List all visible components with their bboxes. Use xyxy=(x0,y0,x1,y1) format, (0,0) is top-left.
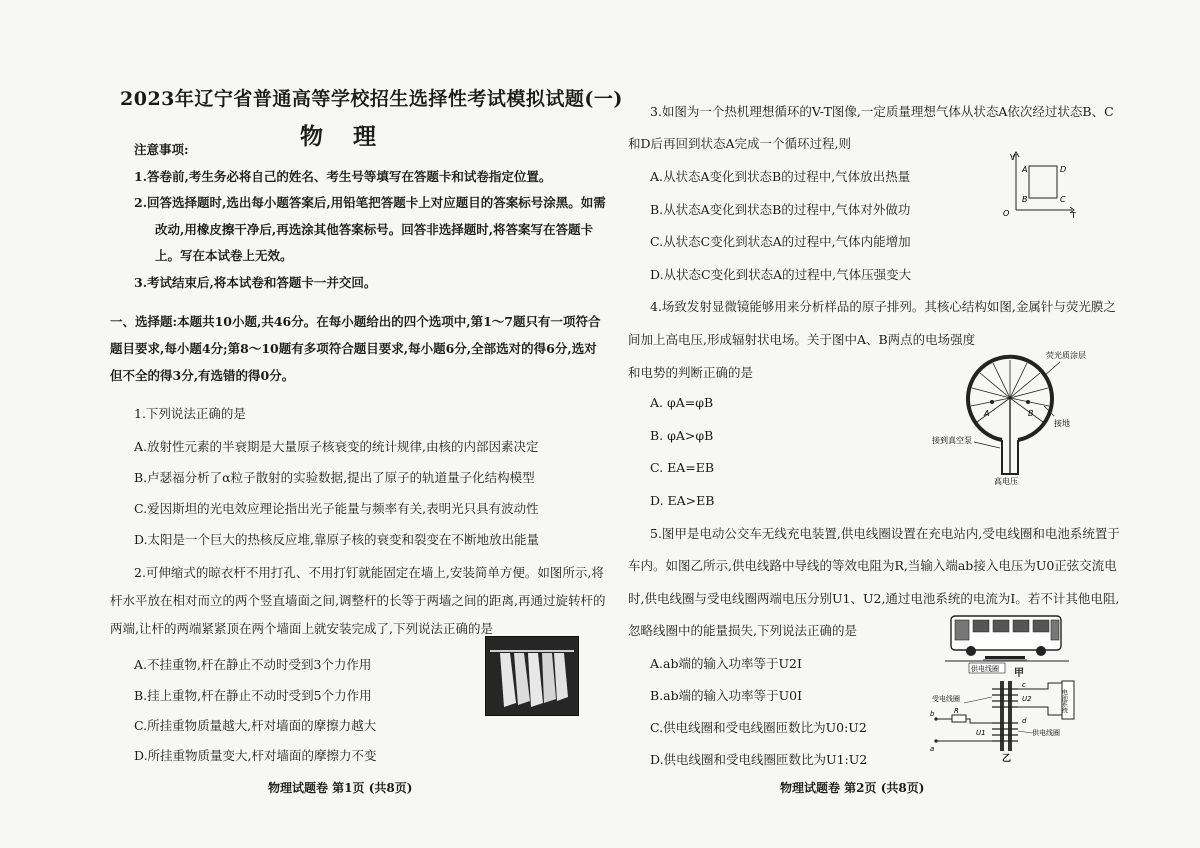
q3-option-b: B.从状态A变化到状态B的过程中,气体对外做功 xyxy=(650,202,911,217)
terminal-b-label: b xyxy=(930,710,935,718)
q4-option-c: C. EA=EB xyxy=(650,460,715,475)
q1-option-a: A.放射性元素的半衰期是大量原子核衰变的统计规律,由核的内部因素决定 xyxy=(134,439,539,454)
clothes-rack-photo xyxy=(485,636,579,716)
q5-stem-line: 忽略线圈中的能量损失,下列说法正确的是 xyxy=(628,623,857,638)
q4-option-b: B. φA>φB xyxy=(650,428,714,443)
q5-option-c: C.供电线圈和受电线圈匝数比为U0:U2 xyxy=(650,720,867,735)
screen-label: 荧光质涂层 xyxy=(1046,351,1086,360)
q4-stem-line: 4.场致发射显微镜能够用来分析样品的原子排列。其核心结构如图,金属针与荧光膜之 xyxy=(650,299,1116,314)
q5-stem-line: 车内。如图乙所示,供电线路中导线的等效电阻为R,当输入端ab接入电压为U0正弦交流电 xyxy=(628,558,1117,573)
supply-coil-label: 供电线圈 xyxy=(1032,729,1060,737)
origin-label: O xyxy=(1003,209,1010,218)
u2-label: U2 xyxy=(1022,695,1032,703)
q4-stem-line: 和电势的判断正确的是 xyxy=(628,365,754,380)
clothes-rack-image xyxy=(486,637,578,715)
page-footer: 物理试题卷 第2页 (共8页) xyxy=(780,781,925,795)
notice-line: 改动,用橡皮擦干净后,再选涂其他答案标号。回答非选择题时,将答案写在答题卡 xyxy=(155,222,594,237)
page-2 xyxy=(600,0,1200,848)
q4-option-a: A. φA=φB xyxy=(650,395,714,410)
notice-line: 1.答卷前,考生务必将自己的姓名、考生号等填写在答题卡和试卷指定位置。 xyxy=(134,169,552,184)
q2-stem-line: 杆水平放在相对而立的两个竖直墙面之间,调整杆的长等于两墙之间的距离,再通过旋转杆的 xyxy=(110,593,606,608)
q5-option-b: B.ab端的输入功率等于U0I xyxy=(650,688,803,703)
t-axis-label: T xyxy=(1071,211,1076,220)
notice-line: 上。写在本试卷上无效。 xyxy=(155,248,293,263)
point-b-label: B xyxy=(1028,409,1034,418)
q2-option-d: D.所挂重物质量变大,杆对墙面的摩擦力不变 xyxy=(134,748,377,763)
transformer-circuit-diagram xyxy=(930,675,1090,763)
q2-option-b: B.挂上重物,杆在静止不动时受到5个力作用 xyxy=(134,688,372,703)
subject-title: 物理 xyxy=(300,123,406,150)
figure-yi-label: 乙 xyxy=(1002,754,1012,763)
state-b-label: B xyxy=(1022,195,1028,204)
terminal-d-label: d xyxy=(1022,717,1027,725)
q3-option-c: C.从状态C变化到状态A的过程中,气体内能增加 xyxy=(650,234,911,249)
q1-option-c: C.爱因斯坦的光电效应理论指出光子能量与频率有关,表明光只具有波动性 xyxy=(134,501,539,516)
high-voltage-label: 高电压 xyxy=(994,477,1018,486)
q1-stem: 1.下列说法正确的是 xyxy=(134,406,246,421)
resistor-label: R xyxy=(954,707,959,715)
q3-stem-line: 和D后再回到状态A完成一个循环过程,则 xyxy=(628,136,852,151)
q5-stem-line: 5.图甲是电动公交车无线充电装置,供电线圈设置在充电站内,受电线圈和电池系统置于 xyxy=(650,526,1120,541)
q3-option-a: A.从状态A变化到状态B的过程中,气体放出热量 xyxy=(650,169,911,184)
q1-option-d: D.太阳是一个巨大的热核反应堆,靠原子核的衰变和裂变在不断地放出能量 xyxy=(134,532,540,547)
vacuum-pump-label: 接到真空泵 xyxy=(932,436,972,445)
section-line: 但不全的得3分,有选错的得0分。 xyxy=(110,368,295,383)
notice-line: 3.考试结束后,将本试卷和答题卡一并交回。 xyxy=(134,275,377,290)
battery-system-label: 电池系统 xyxy=(1060,689,1068,713)
q2-stem-line: 2.可伸缩式的晾衣杆不用打孔、不用打钉就能固定在墙上,安装简单方便。如图所示,将 xyxy=(134,565,604,580)
q1-option-b: B.卢瑟福分析了α粒子散射的实验数据,提出了原子的轨道量子化结构模型 xyxy=(134,470,535,485)
receiving-coil-label: 受电线圈 xyxy=(932,695,960,703)
vt-diagram xyxy=(1000,148,1080,220)
u1-label: U1 xyxy=(976,729,986,737)
q3-option-d: D.从状态C变化到状态A的过程中,气体压强变大 xyxy=(650,267,912,282)
section-line: 一、选择题:本题共10小题,共46分。在每小题给出的四个选项中,第1～7题只有一项符合 xyxy=(110,314,601,329)
exam-title: 2023年辽宁省普通高等学校招生选择性考试模拟试题(一) xyxy=(120,88,623,110)
state-c-label: C xyxy=(1060,195,1066,204)
section-line: 题目要求,每小题4分;第8～10题有多项符合题目要求,每小题6分,全部选对的得6分,选对 xyxy=(110,341,597,356)
bus-diagram xyxy=(945,606,1075,674)
q5-stem-line: 时,供电线圈与受电线圈两端电压分别U1、U2,通过电池系统的电流为I。若不计其他电阻, xyxy=(628,591,1120,606)
figure-jia-label: 甲 xyxy=(1014,668,1024,679)
q5-option-d: D.供电线圈和受电线圈匝数比为U1:U2 xyxy=(650,752,868,767)
q5-option-a: A.ab端的输入功率等于U2I xyxy=(650,656,802,671)
q2-option-c: C.所挂重物质量越大,杆对墙面的摩擦力越大 xyxy=(134,718,377,733)
q3-stem-line: 3.如图为一个热机理想循环的V-T图像,一定质量理想气体从状态A依次经过状态B、C xyxy=(650,104,1114,119)
notice-line: 2.回答选择题时,选出每小题答案后,用铅笔把答题卡上对应题目的答案标号涂黑。如需 xyxy=(134,195,606,210)
terminal-a-label: a xyxy=(930,745,935,753)
terminal-c-top-label: c xyxy=(1022,681,1026,689)
state-d-label: D xyxy=(1060,165,1067,174)
q4-option-d: D. EA>EB xyxy=(650,493,715,508)
state-a-label: A xyxy=(1022,165,1028,174)
ground-label: 接地 xyxy=(1054,419,1070,428)
page-footer: 物理试题卷 第1页 (共8页) xyxy=(268,781,413,795)
bus-supply-coil-label: 供电线圈 xyxy=(971,665,999,673)
point-a-label: A xyxy=(984,409,990,418)
notice-heading: 注意事项: xyxy=(134,142,189,157)
v-axis-label: V xyxy=(1010,153,1016,162)
field-emission-diagram xyxy=(930,336,1090,488)
q2-option-a: A.不挂重物,杆在静止不动时受到3个力作用 xyxy=(134,657,372,672)
q4-stem-line: 间加上高电压,形成辐射状电场。关于图中A、B两点的电场强度 xyxy=(628,332,976,347)
q2-stem-line: 两端,让杆的两端紧紧顶在两个墙面上就安装完成了,下列说法正确的是 xyxy=(110,621,493,636)
